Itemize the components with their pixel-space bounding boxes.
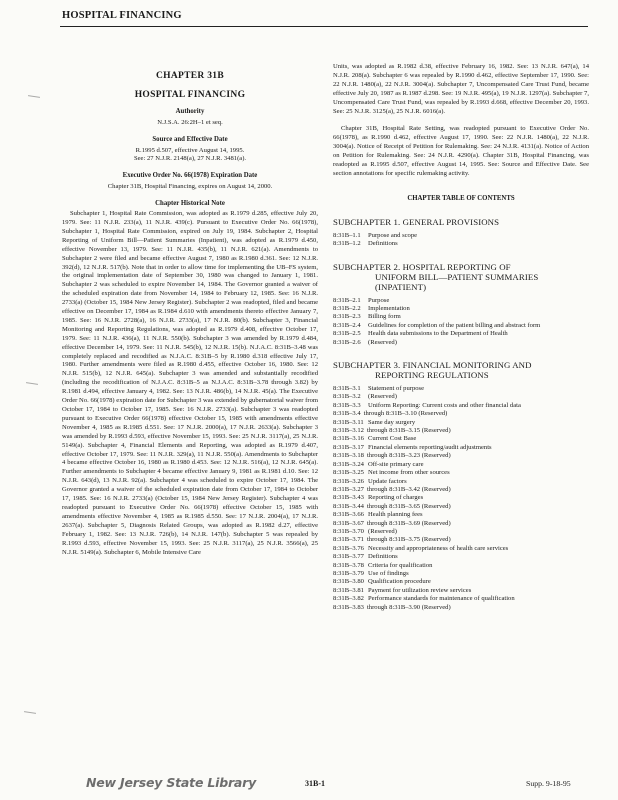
- section-number: 8:31B–3.16: [333, 435, 364, 443]
- authority-heading: Authority: [175, 107, 205, 115]
- section-title: Health planning fees: [368, 511, 423, 519]
- subchapter-title-line: SUBCHAPTER 1. GENERAL PROVISIONS: [333, 216, 500, 227]
- toc-entry: [333, 486, 589, 494]
- section-title: through 8:31B–3.10 (Reserved): [363, 410, 448, 418]
- section-title: Necessity and appropriateness of health care services: [368, 544, 509, 552]
- subchapter-title-line: SUBCHAPTER 2. HOSPITAL REPORTING OF: [333, 261, 511, 272]
- toc-entry: [333, 435, 589, 443]
- running-head: HOSPITAL FINANCING: [62, 10, 182, 21]
- toc-entry: [333, 478, 589, 486]
- section-title: through 8:31B–3.42 (Reserved): [366, 485, 451, 493]
- section-title: through 8:31B–3.15 (Reserved): [366, 427, 451, 435]
- toc-body: [333, 217, 589, 612]
- section-title: (Reserved): [368, 527, 397, 535]
- subchapter-title-line: SUBCHAPTER 3. FINANCIAL MONITORING AND: [333, 360, 532, 371]
- section-title: Same day surgery: [368, 418, 416, 426]
- section-title: through 8:31B–3.23 (Reserved): [366, 452, 451, 460]
- toc-entry: [333, 553, 589, 561]
- section-title: Health data submissions to the Department of Health: [368, 330, 508, 338]
- section-title: Definitions: [368, 553, 398, 561]
- section-title: Implementation: [368, 305, 410, 312]
- section-number: 8:31B–3.12: [333, 427, 364, 435]
- toc-entry: [333, 578, 589, 586]
- toc-entry: [333, 305, 589, 313]
- margin-mark: [26, 382, 38, 385]
- section-number: 8:31B–1.2: [333, 240, 361, 248]
- section-title: Billing form: [368, 313, 401, 321]
- toc-entry: [333, 511, 589, 519]
- section-title: Purpose and scope: [368, 231, 418, 239]
- section-number: 8:31B–1.1: [333, 231, 361, 239]
- toc-entry: [333, 402, 589, 410]
- history-heading: Chapter Historical Note: [155, 200, 225, 208]
- section-number: 8:31B–3.2: [333, 393, 361, 401]
- toc-entry: [333, 330, 589, 338]
- section-number: 8:31B–3.82: [333, 595, 364, 603]
- toc-entry: [333, 562, 589, 570]
- toc-entry: [333, 520, 589, 528]
- toc-entry: [333, 419, 589, 427]
- toc-entry: [333, 587, 589, 595]
- section-number: 8:31B–3.1: [333, 385, 361, 393]
- eo-text: Chapter 31B, Hospital Financing, expires on August 14, 2000.: [107, 183, 273, 191]
- section-title: Net income from other sources: [368, 469, 450, 477]
- section-number: 8:31B–2.4: [333, 321, 361, 329]
- toc-entry: [333, 461, 589, 469]
- section-number: 8:31B–2.3: [333, 313, 361, 321]
- history-continued: Units, was adopted as R.1982 d.38, effective February 16, 1982. See: 13 N.J.R. 647(a), 14 N.J.R. 208(a). Subchapter 6 was repealed by R.1990 d.462, effective September 17, 1990. See: 22 N.J.R. 1480(a), 22 N.J.R. 3004(a). Subchapter 7, Uncompensated Care Trust Fund, became effective July 20, 1987 as R.1987 d.298. See: 19 N.J.R. 495(a), 19 N.J.R. 1297(a). Subchapter 7, Uncompensated Care Trust Fund, was repealed by R.1993 d.668, effective December 20, 1993. See: 25 N.J.R. 3125(a), 25 N.J.R. 6016(a).: [333, 63, 589, 115]
- source-heading: Source and Effective Date: [152, 135, 228, 143]
- section-number: 8:31B–2.2: [333, 305, 361, 312]
- section-number: 8:31B–3.17: [333, 443, 364, 451]
- section-title: through 8:31B–3.69 (Reserved): [366, 519, 451, 527]
- section-number: 8:31B–3.83: [333, 603, 364, 611]
- section-number: 8:31B–3.77: [333, 553, 364, 561]
- toc-entry: [333, 570, 589, 578]
- header-rule: [60, 26, 588, 27]
- subchapter-title-line: REPORTING REGULATIONS: [375, 370, 489, 381]
- section-title: Use of findings: [368, 569, 409, 577]
- section-title: Uniform Reporting: Current costs and other financial data: [368, 401, 521, 409]
- source-text: R.1995 d.507, effective August 14, 1995. See: 27 N.J.R. 2148(a), 27 N.J.R. 3481(a).: [133, 146, 247, 163]
- toc-entry: [333, 297, 589, 305]
- toc-list: [333, 297, 589, 347]
- chapter-title: HOSPITAL FINANCING: [134, 89, 246, 100]
- toc-entry: [333, 545, 589, 553]
- toc-list: [333, 232, 589, 249]
- section-title: through 8:31B–3.90 (Reserved): [366, 603, 451, 611]
- section-title: Statement of purpose: [368, 385, 425, 393]
- toc-entry: [333, 232, 589, 240]
- subchapter-title: [333, 360, 589, 380]
- margin-mark: [28, 95, 40, 98]
- history-text: Subchapter 1, Hospital Rate Commission, was adopted as R.1979 d.285, effective July 20, 1979. See: 11 N.J.R. 233(a), 11 N.J.R. 439(c). Pursuant to Executive Order No. 66(1978), Subchapter 1, Hospital Rate Commission, expired on July 19, 1984. Subchapter 2, Hospital Reporting of Uniform Bill—Patient Summaries (Inpatient), was adopted as R.1979 d.450, effective November 13, 1979. See: 11 N.J.R. 435(b), 11 N.J.R. 621(a). Amendments to Subchapter 2 were filed and became effective August 7, 1980 as R.1980 d.361. See: 12 N.J.R. 392(d), 12 N.J.R. 517(b). Note that in order to allow time for implementing the UB–FS system, the original implementation date of September 30, 1980 was changed to January 1, 1981. Subchapter 2 was scheduled to expire November 14, 1984. The Governor granted a waiver of the scheduled expiration date from November 14, 1984 to February 12, 1985. See: 16 N.J.R. 2733(a) (October 15, 1984 New Jersey Register). Subchapter 2 was readopted, filed and became effective on December 17, 1984 as R.1984 d.610 with amendments thereto effective January 7, 1985. See: 16 N.J.R. 2728(a), 16 N.J.R. 2733(a), 17 N.J.R. 80(b). Subchapter 3, Financial Monitoring and Reporting Regulations, was adopted as R.1979 d.408, effective October 17, 1979. See: 11 N.J.R. 436(a), 11 N.J.R. 550(b). Subchapter 3 was amended by R.1979 d.484, effective December 14, 1979. See: 11 N.J.R. 545(b), 12 N.J.R. 15(b). N.J.A.C. 8:31B–3.48 was completely replaced and recodified as N.J.A.C. 8:31B–5 by R.1980 d.318 effective July 17, 1980. Further amendments were filed as R.1980 d.455, effective October 16, 1980. See: 12 N.J.R. 515(b), 12 N.J.R. 645(a). Subchapter 3 was amended and substantially recodified (including the recodification of N.J.A.C. 8:31B–5 as N.J.A.C. 8:31B–3.78 through 3.82) by R.1981 d.494, effective January 4, 1982. See: 13 N.J.R. 486(b), 14 N.J.R. 45(a). The Executive Order No. 66(1978) expiration date for Subchapter 3 was extended by gubernatorial waiver from October 17, 1984 to October 17, 1985. See: 16 N.J.R. 2733(a). Subchapter 3 was readopted pursuant to Executive Order 66(1978) effective October 15, 1985 with amendments effective November 4, 1985 as R.1985 d.551. See: 17 N.J.R. 2000(a), 17 N.J.R. 2633(a). Subchapter 3 was amended by R.1993 d.593, effective November 15, 1993. See: 25 N.J.R. 3117(a), 25 N.J.R. 5149(a). Subchapter 4, Financial Elements and Reporting, was adopted as R.1979 d.407, effective October 17, 1979. See: 11 N.J.R. 329(a), 11 N.J.R. 550(a). Amendments to Subchapter 4 became effective October 16, 1980 as R.1980 d.453. See: 12 N.J.R. 516(a), 12 N.J.R. 645(a). Further amendments to Subchapter 4 became effective January 9, 1981 as R.1981 d.10. See: 12 N.J.R. 643(d), 13 N.J.R. 92(a). Subchapter 4 was scheduled to expire October 17, 1984. The Governor granted a waiver of the scheduled expiration date from October 17, 1984 to October 17, 1985. See: 16 N.J.R. 2733(a) (October 15, 1984 New Jersey Register). Subchapter 4 was readopted pursuant to Executive Order No. 66(1978) effective October 15, 1985 with amendments effective November 4, 1985 as R.1985 d.550. See: 17 N.J.R. 2004(a), 17 N.J.R. 2637(a). Subchapter 5, Diagnosis Related Groups, was adopted as R.1982 d.27, effective February 1, 1982. See: 13 N.J.R. 726(b), 14 N.J.R. 147(b). Subchapter 5 was repealed by R.1993 d.593, effective November 15, 1993. See: 25 N.J.R. 3117(a), 25 N.J.R. 3566(a), 25 N.J.R. 5149(a). Subchapter 6, Mobile Intensive Care: [62, 210, 318, 556]
- toc-heading: CHAPTER TABLE OF CONTENTS: [407, 194, 515, 202]
- section-title: through 8:31B–3.65 (Reserved): [366, 502, 451, 510]
- section-number: 8:31B–3.27: [333, 485, 364, 493]
- section-title: (Reserved): [368, 393, 397, 401]
- section-title: Off-site primary care: [368, 460, 424, 468]
- section-title: Performance standards for maintenance of qualification: [368, 595, 515, 603]
- toc-entry: [333, 494, 589, 502]
- toc-entry: [333, 393, 589, 401]
- section-number: 8:31B–3.18: [333, 452, 364, 460]
- subchapter-title: [333, 262, 589, 292]
- toc-entry: [333, 452, 589, 460]
- section-title: Current Cost Base: [368, 435, 417, 443]
- section-title: Purpose: [368, 296, 390, 304]
- toc-entry: [333, 536, 589, 544]
- section-number: 8:31B–3.79: [333, 569, 364, 577]
- section-number: 8:31B–3.24: [333, 460, 364, 468]
- section-number: 8:31B–2.1: [333, 296, 361, 304]
- section-title: Qualification procedure: [368, 578, 431, 586]
- section-number: 8:31B–2.5: [333, 330, 361, 338]
- eo-heading: Executive Order No. 66(1978) Expiration Date: [122, 172, 258, 180]
- section-title: Payment for utilization review services: [368, 586, 472, 594]
- toc-entry: [333, 444, 589, 452]
- toc-entry: [333, 339, 589, 347]
- toc-entry: [333, 313, 589, 321]
- subchapter-title: [333, 217, 589, 227]
- section-title: Definitions: [368, 240, 398, 248]
- section-number: 8:31B–3.26: [333, 477, 364, 485]
- subchapter-title-line: UNIFORM BILL—PATIENT SUMMARIES: [375, 271, 539, 282]
- toc-entry: [333, 604, 589, 612]
- section-number: 8:31B–3.66: [333, 511, 364, 519]
- toc-entry: [333, 469, 589, 477]
- right-column: [333, 62, 589, 612]
- section-title: Criteria for qualification: [368, 561, 433, 569]
- supplement-date: Supp. 9-18-95: [526, 779, 571, 788]
- subchapter-title-line: (INPATIENT): [375, 281, 427, 292]
- toc-entry: [333, 503, 589, 511]
- section-number: 8:31B–3.70: [333, 527, 364, 535]
- section-number: 8:31B–3.81: [333, 586, 364, 594]
- section-title: Reporting of charges: [368, 494, 424, 502]
- page-number: 31B-1: [305, 779, 325, 788]
- section-title: Financial elements reporting/audit adjustments: [368, 443, 492, 451]
- toc-entry: [333, 595, 589, 603]
- section-number: 8:31B–3.80: [333, 578, 364, 586]
- section-number: 8:31B–3.71: [333, 536, 364, 544]
- section-title: Update factors: [368, 477, 407, 485]
- library-stamp-logo: New Jersey State Library: [86, 775, 257, 790]
- section-number: 8:31B–3.4: [333, 410, 361, 418]
- section-number: 8:31B–3.3: [333, 401, 361, 409]
- toc-list: [333, 385, 589, 612]
- toc-entry: [333, 528, 589, 536]
- section-number: 8:31B–3.76: [333, 544, 364, 552]
- toc-entry: [333, 240, 589, 248]
- toc-entry: [333, 410, 589, 418]
- readoption-note: Chapter 31B, Hospital Rate Setting, was readopted pursuant to Executive Order No. 66(1978), as R.1990 d.462, effective August 17, 1990. See: 22 N.J.R. 1480(a), 22 N.J.R. 3004(a). Notice of Receipt of Petition for Rulemaking. See: 24 N.J.R. 4131(a). Notice of Action on Petition for Rulemaking. See: 24 N.J.R. 4290(a). Chapter 31B, Hospital Financing, was readopted as R.1995 d.507, effective August 14, 1995. See: Source and Effective Date. See section annotations for specific rulemaking activity.: [333, 125, 589, 177]
- section-title: Guidelines for completion of the patient billing and abstract form: [368, 321, 541, 329]
- toc-entry: [333, 322, 589, 330]
- section-number: 8:31B–3.25: [333, 469, 364, 477]
- section-number: 8:31B–3.67: [333, 519, 364, 527]
- toc-entry: [333, 427, 589, 435]
- toc-entry: [333, 385, 589, 393]
- section-number: 8:31B–3.11: [333, 418, 364, 426]
- margin-mark: [24, 711, 36, 714]
- section-title: (Reserved): [368, 338, 397, 346]
- section-number: 8:31B–3.43: [333, 494, 364, 502]
- authority-text: N.J.S.A. 26:2H–1 et seq.: [157, 118, 223, 126]
- section-number: 8:31B–3.44: [333, 502, 364, 510]
- left-column: [62, 66, 318, 557]
- chapter-number: CHAPTER 31B: [156, 71, 224, 81]
- section-number: 8:31B–2.6: [333, 338, 361, 346]
- section-title: through 8:31B–3.75 (Reserved): [366, 536, 451, 544]
- section-number: 8:31B–3.78: [333, 561, 364, 569]
